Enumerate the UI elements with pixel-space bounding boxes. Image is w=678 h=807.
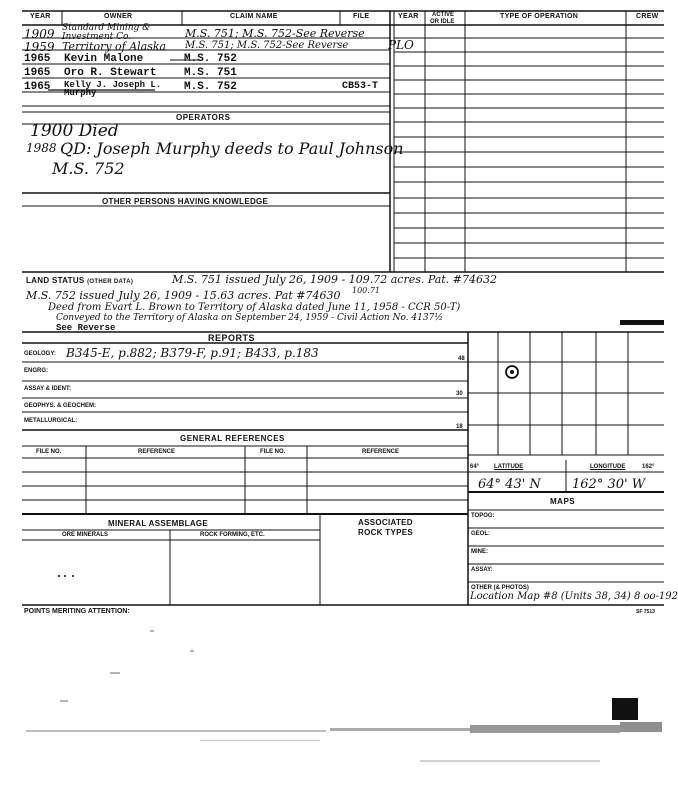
land-status-line-2: M.S. 752 issued July 26, 1909 - 15.63 acres. Pat #74630 (26, 289, 341, 302)
latitude-label: LATITUDE (494, 464, 524, 470)
land-status-line-2-note: 100.71 (352, 286, 380, 295)
claim-row-5-file: CB53-T (342, 81, 379, 92)
operators-line-1: 1900 Died (30, 121, 119, 141)
geology-value: B345-E, p.882; B379-F, p.91; B433, p.183 (66, 346, 319, 360)
land-status-label-text: LAND STATUS (26, 276, 85, 285)
maps-other-value: Location Map #8 (Units 38, 34) 8 oo-192 (470, 591, 678, 602)
claim-row-5-year: 1965 (24, 81, 51, 93)
metallurgical-label: METALLURGICAL: (24, 418, 78, 424)
claim-row-2-year: 1959 (24, 40, 55, 54)
maps-other-label: OTHER (& PHOTOS) (471, 585, 529, 591)
header-active: ACTIVE (432, 12, 455, 18)
long-suffix: 162° (642, 464, 655, 470)
land-status-label (26, 276, 133, 285)
engrg-label: ENGRG: (24, 368, 48, 374)
points-meriting-attention-label: POINTS MERITING ATTENTION: (24, 608, 130, 615)
header-claim-name: CLAIM NAME (230, 13, 278, 20)
ref-file-no-2: FILE NO. (260, 449, 286, 455)
claim-row-3-year: 1965 (24, 53, 51, 65)
maps-topog: TOPOG: (471, 513, 495, 519)
longitude-label: LONGITUDE (590, 464, 626, 470)
header-op-year: YEAR (398, 13, 419, 20)
rock-forming-label: ROCK FORMING, ETC. (200, 532, 265, 538)
associated-label: ASSOCIATED (358, 518, 413, 527)
land-status-line-1: M.S. 751 issued July 26, 1909 - 109.72 acres. Pat. #74632 (172, 273, 497, 286)
maps-geol: GEOL: (471, 531, 490, 537)
claim-row-2-owner: Territory of Alaska (62, 40, 167, 53)
rock-types-label: ROCK TYPES (358, 528, 414, 537)
header-year: YEAR (30, 13, 51, 20)
reports-num-30: 30 (456, 391, 463, 397)
land-status-line-4: Conveyed to the Territory of Alaska on September 24, 1959 - Civil Action No. 4137½ (56, 313, 444, 323)
claim-row-2-claim: M.S. 751; M.S. 752-See Reverse (185, 40, 349, 51)
claim-row-4-owner: Oro R. Stewart (64, 67, 157, 79)
latitude-value: 64° 43' N (478, 477, 541, 492)
claim-row-1-year: 1909 (24, 27, 55, 41)
maps-heading: MAPS (550, 497, 576, 506)
reports-num-18: 18 (456, 424, 463, 430)
land-status-line-3: Deed from Evart L. Brown to Territory of Alaska dated June 11, 1958 - CCR 50-T) (48, 302, 461, 313)
header-crew: CREW (636, 13, 659, 20)
operators-heading: OPERATORS (176, 113, 231, 122)
header-file: FILE (353, 13, 370, 20)
claim-row-4-claim: M.S. 751 (184, 67, 237, 79)
claim-row-5-owner: Kelly J. Joseph L. Murphy (64, 80, 162, 98)
claim-row-1-owner: Standard Mining & Investment Co. (62, 23, 151, 42)
ref-reference-2: REFERENCE (362, 449, 400, 455)
header-type-of-operation: TYPE OF OPERATION (500, 13, 579, 20)
lat-prefix: 64° (470, 464, 480, 470)
claim-row-5-claim: M.S. 752 (184, 81, 237, 93)
assay-ident-label: ASSAY & IDENT: (24, 386, 72, 392)
claim-row-3-owner: Kevin Malone (64, 53, 144, 65)
claim-row-3-claim: M.S. 752 (184, 53, 237, 65)
operators-line-2: QD: Joseph Murphy deeds to Paul Johnson (60, 139, 404, 158)
land-status-label-sub: (OTHER DATA) (87, 279, 134, 285)
reports-num-48: 48 (458, 356, 465, 362)
operators-line-2-year: 1988 (26, 141, 57, 155)
mineral-assemblage-heading: MINERAL ASSEMBLAGE (108, 519, 209, 528)
geology-label: GEOLOGY: (24, 351, 56, 357)
geophys-label: GEOPHYS. & GEOCHEM: (24, 403, 97, 409)
claim-row-4-year: 1965 (24, 67, 51, 79)
general-references-heading: GENERAL REFERENCES (180, 434, 285, 443)
operators-line-3: M.S. 752 (52, 159, 125, 178)
reports-heading: REPORTS (208, 333, 256, 343)
other-persons-heading: OTHER PERSONS HAVING KNOWLEDGE (102, 197, 269, 206)
land-status-see-reverse: See Reverse (56, 323, 116, 333)
maps-mine: MINE: (471, 549, 488, 555)
maps-assay: ASSAY: (471, 567, 493, 573)
form-number: SF 7513 (636, 609, 655, 615)
longitude-value: 162° 30' W (572, 477, 646, 492)
claim-row-1-claim: M.S. 751; M.S. 752-See Reverse (185, 27, 365, 40)
claim-row-2-file: PLO (388, 38, 414, 52)
ref-file-no-1: FILE NO. (36, 449, 62, 455)
header-or-idle: OR IDLE (430, 19, 455, 25)
header-owner: OWNER (104, 13, 133, 20)
ore-minerals-label: ORE MINERALS (62, 532, 109, 538)
ref-reference-1: REFERENCE (138, 449, 176, 455)
